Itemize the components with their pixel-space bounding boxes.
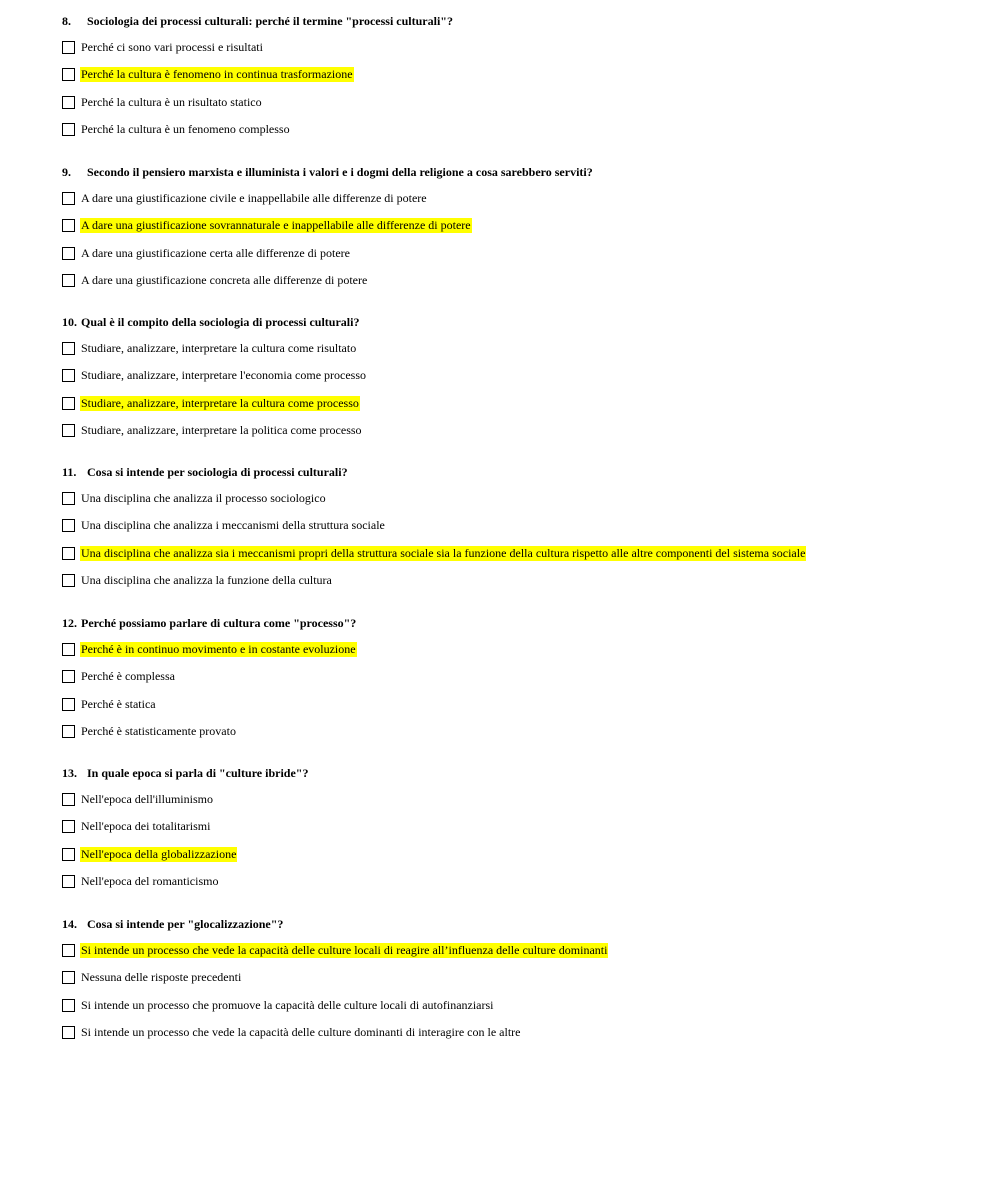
answer-text-highlighted: Perché è in continuo movimento e in costante evoluzione xyxy=(81,641,356,656)
answer-option[interactable] xyxy=(62,395,982,411)
answer-text-highlighted: Nell'epoca della globalizzazione xyxy=(81,846,237,861)
question-title xyxy=(62,164,982,180)
question-number: 10. xyxy=(62,315,77,329)
question-text: Perché possiamo parlare di cultura come "processo"? xyxy=(81,616,357,630)
question-number: 8. xyxy=(62,14,71,28)
question-10 xyxy=(62,314,982,450)
answer-option[interactable] xyxy=(62,942,982,958)
answer-text-highlighted: Perché la cultura è fenomeno in continua trasformazione xyxy=(81,67,353,82)
question-number: 12. xyxy=(62,616,77,630)
question-14 xyxy=(62,916,982,1052)
answer-option[interactable] xyxy=(62,970,982,986)
checkbox[interactable] xyxy=(62,342,75,355)
checkbox[interactable] xyxy=(62,1026,75,1039)
checkbox[interactable] xyxy=(62,68,75,81)
answer-text: Si intende un processo che vede la capacità delle culture dominanti di interagire con le altre xyxy=(81,1025,521,1040)
answer-option[interactable] xyxy=(62,67,982,83)
answer-text: Studiare, analizzare, interpretare l'economia come processo xyxy=(81,368,367,383)
answer-option[interactable] xyxy=(62,1025,982,1041)
checkbox[interactable] xyxy=(62,643,75,656)
answer-option[interactable] xyxy=(62,997,982,1013)
answer-option[interactable] xyxy=(62,874,982,890)
answer-option[interactable] xyxy=(62,218,982,234)
answer-text: Studiare, analizzare, interpretare la politica come processo xyxy=(81,423,362,438)
checkbox[interactable] xyxy=(62,274,75,287)
checkbox[interactable] xyxy=(62,424,75,437)
checkbox[interactable] xyxy=(62,670,75,683)
answer-text-highlighted: A dare una giustificazione sovrannaturale e inappellabile alle differenze di potere xyxy=(81,218,471,233)
answer-options xyxy=(62,641,982,740)
answer-text-highlighted: Si intende un processo che vede la capacità delle culture locali di reagire all’influenza delle culture dominanti xyxy=(81,942,608,957)
answer-option[interactable] xyxy=(62,190,982,206)
answer-text: Una disciplina che analizza i meccanismi della struttura sociale xyxy=(81,518,385,533)
answer-option[interactable] xyxy=(62,490,982,506)
answer-text: Una disciplina che analizza la funzione della cultura xyxy=(81,573,332,588)
question-number: 14. xyxy=(62,917,77,931)
checkbox[interactable] xyxy=(62,519,75,532)
answer-option[interactable] xyxy=(62,545,982,561)
answer-text-highlighted: Studiare, analizzare, interpretare la cultura come processo xyxy=(81,395,359,410)
checkbox[interactable] xyxy=(62,219,75,232)
checkbox[interactable] xyxy=(62,820,75,833)
answer-text: Nell'epoca del romanticismo xyxy=(81,874,219,889)
answer-options xyxy=(62,340,982,439)
answer-option[interactable] xyxy=(62,791,982,807)
answer-text: Una disciplina che analizza il processo sociologico xyxy=(81,490,326,505)
answer-option[interactable] xyxy=(62,423,982,439)
checkbox[interactable] xyxy=(62,247,75,260)
checkbox[interactable] xyxy=(62,698,75,711)
answer-text: Perché è statisticamente provato xyxy=(81,724,236,739)
answer-option[interactable] xyxy=(62,122,982,138)
question-title xyxy=(62,615,982,631)
answer-options xyxy=(62,942,982,1041)
question-number: 11. xyxy=(62,465,77,479)
question-text: Secondo il pensiero marxista e illuminista i valori e i dogmi della religione a cosa sarebbero serviti? xyxy=(87,165,593,179)
checkbox[interactable] xyxy=(62,397,75,410)
answer-options xyxy=(62,490,982,589)
answer-option[interactable] xyxy=(62,819,982,835)
checkbox[interactable] xyxy=(62,971,75,984)
answer-text: A dare una giustificazione civile e inappellabile alle differenze di potere xyxy=(81,190,427,205)
question-text: Sociologia dei processi culturali: perché il termine "processi culturali"? xyxy=(87,14,453,28)
question-8 xyxy=(62,13,982,149)
answer-options xyxy=(62,39,982,138)
answer-text: Perché è statica xyxy=(81,696,156,711)
question-title xyxy=(62,314,982,330)
checkbox[interactable] xyxy=(62,944,75,957)
answer-options xyxy=(62,190,982,289)
checkbox[interactable] xyxy=(62,547,75,560)
question-9 xyxy=(62,164,982,300)
checkbox[interactable] xyxy=(62,492,75,505)
answer-text: Perché la cultura è un fenomeno complesso xyxy=(81,122,290,137)
answer-text: A dare una giustificazione concreta alle differenze di potere xyxy=(81,273,368,288)
checkbox[interactable] xyxy=(62,574,75,587)
answer-option[interactable] xyxy=(62,245,982,261)
question-text: Cosa si intende per sociologia di processi culturali? xyxy=(87,465,348,479)
question-13 xyxy=(62,765,982,901)
checkbox[interactable] xyxy=(62,725,75,738)
answer-option[interactable] xyxy=(62,696,982,712)
checkbox[interactable] xyxy=(62,192,75,205)
answer-text-highlighted: Una disciplina che analizza sia i meccanismi propri della struttura sociale sia la funzione della cultura rispetto alle altre componenti del sistema sociale xyxy=(81,545,806,560)
answer-option[interactable] xyxy=(62,368,982,384)
answer-text: A dare una giustificazione certa alle differenze di potere xyxy=(81,245,350,260)
answer-options xyxy=(62,791,982,890)
checkbox[interactable] xyxy=(62,369,75,382)
answer-text: Nell'epoca dell'illuminismo xyxy=(81,791,213,806)
answer-option[interactable] xyxy=(62,846,982,862)
question-text: Cosa si intende per "glocalizzazione"? xyxy=(87,917,284,931)
checkbox[interactable] xyxy=(62,999,75,1012)
checkbox[interactable] xyxy=(62,123,75,136)
answer-text: Si intende un processo che promuove la capacità delle culture locali di autofinanziarsi xyxy=(81,997,494,1012)
answer-text: Perché ci sono vari processi e risultati xyxy=(81,39,263,54)
question-number: 13. xyxy=(62,766,77,780)
question-title xyxy=(62,464,982,480)
question-text: In quale epoca si parla di "culture ibride"? xyxy=(87,766,309,780)
checkbox[interactable] xyxy=(62,793,75,806)
answer-text: Nessuna delle risposte precedenti xyxy=(81,970,242,985)
checkbox[interactable] xyxy=(62,875,75,888)
answer-text: Nell'epoca dei totalitarismi xyxy=(81,819,211,834)
answer-option[interactable] xyxy=(62,273,982,289)
answer-option[interactable] xyxy=(62,641,982,657)
question-12 xyxy=(62,615,982,751)
question-title xyxy=(62,13,982,29)
answer-text: Perché è complessa xyxy=(81,669,175,684)
answer-option[interactable] xyxy=(62,573,982,589)
checkbox[interactable] xyxy=(62,848,75,861)
answer-option[interactable] xyxy=(62,724,982,740)
answer-option[interactable] xyxy=(62,518,982,534)
question-11 xyxy=(62,464,982,600)
answer-option[interactable] xyxy=(62,340,982,356)
question-text: Qual è il compito della sociologia di processi culturali? xyxy=(81,315,360,329)
answer-text: Perché la cultura è un risultato statico xyxy=(81,94,262,109)
answer-text: Studiare, analizzare, interpretare la cultura come risultato xyxy=(81,340,357,355)
checkbox[interactable] xyxy=(62,96,75,109)
answer-option[interactable] xyxy=(62,39,982,55)
question-number: 9. xyxy=(62,165,71,179)
answer-option[interactable] xyxy=(62,669,982,685)
question-title xyxy=(62,765,982,781)
question-title xyxy=(62,916,982,932)
answer-option[interactable] xyxy=(62,94,982,110)
checkbox[interactable] xyxy=(62,41,75,54)
